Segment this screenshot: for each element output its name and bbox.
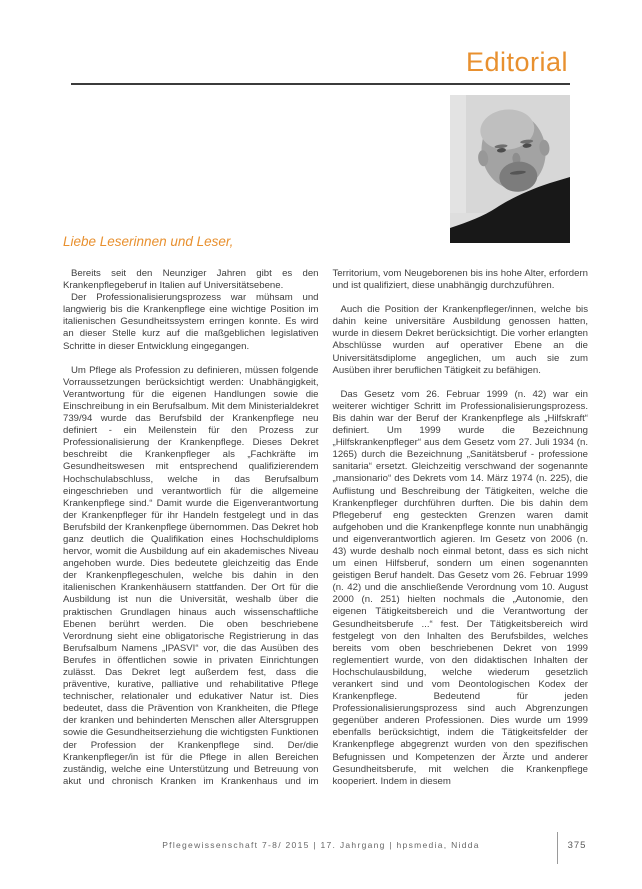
article-paragraph: Bereits seit den Neunziger Jahren gibt es den Krankenpflegeberuf in Italien auf Universitätsebene. — [63, 268, 319, 292]
editor-portrait-photo — [450, 95, 570, 243]
header-divider-line — [71, 83, 570, 85]
article-paragraph: Auch die Position der Krankenpfleger/innen, welche bis dahin keine universitäre Ausbildung genossen hatten, wurde in diesem Dekret berücksichtigt. Die vorher erlangten Abschlüsse wurden auf operativer Ebene an die Universitätsdiplome angeglichen, um auch sie zum Ausüben ihrer beruflichen Tätigkeit zu befähigen. — [332, 304, 588, 376]
greeting-heading: Liebe Leserinnen und Leser, — [63, 234, 234, 249]
article-body — [63, 268, 588, 804]
article-paragraph: Der Professionalisierungsprozess war mühsam und langwierig bis die Krankenpflege eine wichtige Position im italienischen Gesundheitssystem erringen konnte. Es wird an dieser Stelle kurz auf die maßgeblichen legislativen Schritte in dieser Entwicklung eingegangen. — [63, 292, 319, 352]
page-number: 375 — [567, 840, 587, 851]
portrait-image — [450, 95, 570, 243]
article-paragraph: Das Gesetz vom 26. Februar 1999 (n. 42) war ein weiterer wichtiger Schritt im Professionalisierungsprozess. Bis dahin war der Beruf der Krankenpflege als „Hilfskraft“ definiert. Um 1999 wurde die Bezeichnung „Hilfskrankenpfleger“ aus dem Gesetz vom 27. Juli 1934 (n. 1265) durch die Bezeichnung „Sanitätsberuf - professione sanitaria“ ersetzt. Gleichzeitig verschwand der sogenannte „mansionario“ des Dekrets vom 14. März 1974 (n. 225), die Auflistung und Beschreibung der Tätigkeiten, welche die Krankenpfleger durchführen durften. Die bis dahin dem Pflegeberuf eng gesteckten Grenzen waren damit aufgehoben und die Krankenpflege konnte nun unabhängig und eigenverantwortlich agieren. Im Gesetz von 2006 (n. 43) wurde deshalb noch einmal betont, dass es sich nicht um einen Hilfsberuf, sondern um einen sogenannten geistigen Beruf handelt. Das Gesetz vom 26. Februar 1999 (n. 42) und die anschließende Verordnung vom 10. August 2000 (n. 251) hielten nochmals die „Autonomie, den eigenen Tätigkeitsbereich und die Verantwortung der Gesundheitsberufe ...“ fest. Der Tätigkeitsbereich wird festgelegt von den Inhalten des Berufsbildes, welches bereits vom oben beschriebenen Dekret von 1999 reglementiert wurde, von den didaktischen Inhalten der Hochschulausbildung, welche wiederum gesetzlich verankert sind und vom Deontologischen Kodex der Krankenpflege. Bedeutend für jeden Professionalisierungsprozess sind auch Abgrenzungen gegenüber anderen Professionen. Dies wurde um 1999 ebenfalls berücksichtigt, indem die Tätigkeitsfelder der Krankenpflege abgegrenzt wurden von den spezifischen Befugnissen und Kompetenzen der Ärzte und anderer Gesundheitsberufe, mit welchen die Krankenpflege kooperiert. Indem in diesem — [332, 388, 588, 787]
footer-journal-info: Pflegewissenschaft 7-8/ 2015 | 17. Jahrgang | hpsmedia, Nidda — [162, 840, 480, 850]
article-paragraph: Um Pflege als Profession zu definieren, müssen folgende Vorraussetzungen berücksichtigt werden: Unabhängigkeit, Verantwortung für die eigenen Handlungen sowie die Einschreibung in ein Berufsalbum. Mit dem Ministerialdekret 739/94 wurde das Berufsbild der Krankenpflege neu definiert - ein Meilenstein für den Prozess zur Professionalisierung der Krankenpflege. Dieses Dekret beschreibt die Krankenpfleger als „Fachkräfte im Gesundheitswesen mit entsprechend qualifizierendem Hochschulabschluss, welche in das Berufsalbum eingeschrieben und verantwortlich für die allgemeine Krankenpflege sind.“ Damit wurde die Eigenverantwortung der Krankenpfleger für ihr Handeln festgelegt und in das Berufsbild der Krankenpflege übernommen. Das Dekret hob ganz deutlich die Qualifikation eines Hochschuldiploms hervor, womit die Ausbildung auf ein akademisches Niveau angehoben wurde. Dies bedeutete gleichzeitig das Ende der Krankenpflegeschulen, welche bis dahin in den italienischen Krankenhäusern stattfanden. Der Ort für die Ausbildung ist nun die Universität, weshalb über die praktischen Grundlagen hinaus auch wissenschaftliche Ebenen berührt werden. Die oben beschriebene Verordnung sieht eine obligatorische Registrierung in das Berufsalbum Namens „IPASVI“ vor, die das Ausüben des Berufes in öffentlichen sowie in privaten Einrichtungen zulässt. Das Dekret legt außerdem fest, dass die präventive, kurative, palliative und rehabilitative Pflege technischer, relationaler und edukativer Natur ist. Dies bedeutet, dass die Prävention von Krankheiten, die Pflege der kranken und behinderten Menschen aller Altersgruppen sowie die Gesundheitserziehung die wichtigsten Funktionen der Profession der Krankenpflege sind. Der/die Krankenpfleger/in ist für die Pflege in allen Bereichen zuständig, welche eine Unterstützung und Betreuung von akut und chronisch Kranken im Krankenhaus und im Territorium, vom Neugeborenen bis ins hohe Alter, erfordern und ist qualifiziert, diese unabhängig durchzuführen. — [63, 268, 588, 787]
footer-divider-line — [557, 832, 558, 864]
page-title: Editorial — [465, 47, 568, 77]
